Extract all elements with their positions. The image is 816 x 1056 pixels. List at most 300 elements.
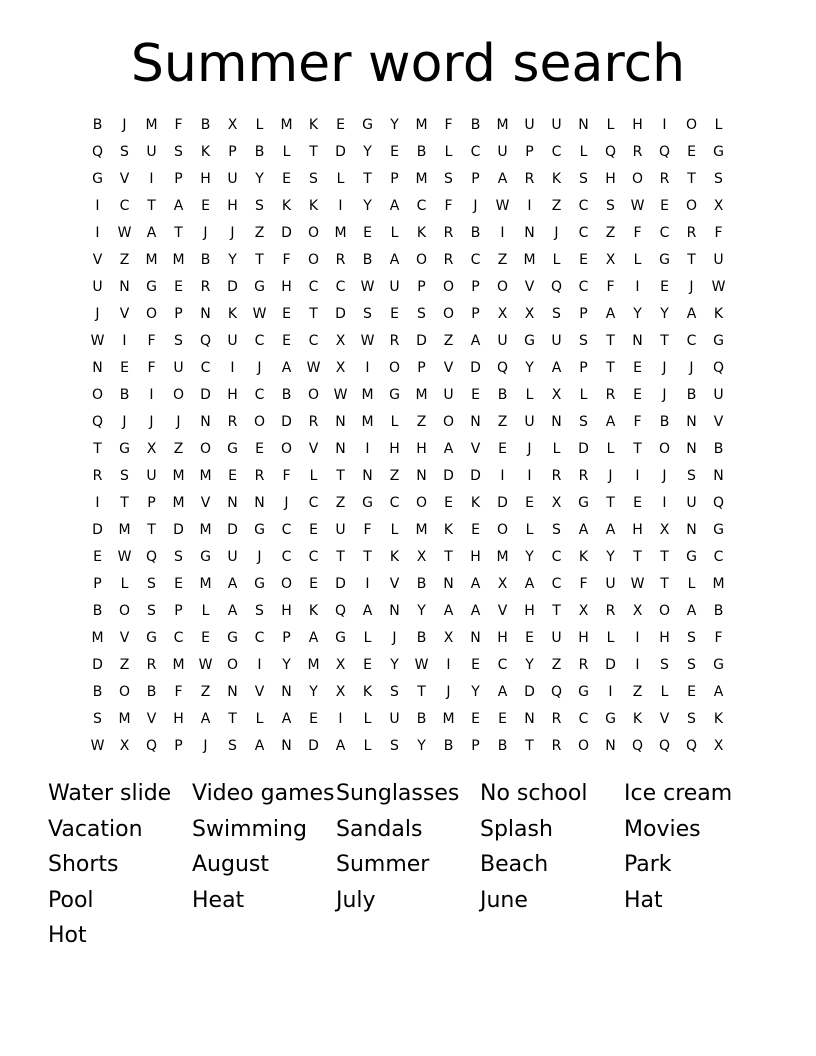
grid-letter[interactable]: S [687,468,696,484]
grid-letter[interactable]: S [714,171,723,187]
grid-letter[interactable]: S [174,333,183,349]
grid-letter[interactable]: J [95,306,100,322]
grid-letter[interactable]: C [308,549,319,565]
grid-letter[interactable]: A [443,603,454,619]
grid-letter[interactable]: Q [712,360,725,376]
grid-letter[interactable]: K [308,117,319,133]
grid-letter[interactable]: W [630,576,645,592]
grid-letter[interactable]: Y [471,684,480,700]
grid-letter[interactable]: P [390,171,399,187]
grid-letter[interactable]: C [254,333,265,349]
grid-letter[interactable]: P [174,306,183,322]
grid-letter[interactable]: P [471,738,480,754]
grid-letter[interactable]: K [362,684,373,700]
grid-letter[interactable]: Q [712,495,725,511]
grid-letter[interactable]: W [90,738,105,754]
grid-letter[interactable]: S [147,603,156,619]
grid-letter[interactable]: E [363,657,372,673]
grid-letter[interactable]: G [713,333,724,349]
grid-letter[interactable]: N [686,414,697,430]
grid-letter[interactable]: I [95,198,100,214]
grid-letter[interactable]: L [552,441,561,457]
grid-letter[interactable]: D [524,684,535,700]
grid-letter[interactable]: D [92,522,103,538]
grid-letter[interactable]: W [117,225,132,241]
grid-letter[interactable]: Q [145,738,158,754]
grid-letter[interactable]: D [443,468,454,484]
grid-letter[interactable]: T [147,198,156,214]
grid-letter[interactable]: D [416,333,427,349]
grid-letter[interactable]: J [203,225,208,241]
grid-letter[interactable]: B [443,738,454,754]
grid-letter[interactable]: V [659,711,670,727]
grid-letter[interactable]: R [659,171,670,187]
grid-letter[interactable]: V [119,171,130,187]
grid-letter[interactable]: C [497,657,508,673]
grid-letter[interactable]: U [335,522,346,538]
grid-letter[interactable]: S [174,144,183,160]
grid-letter[interactable]: L [444,144,453,160]
grid-letter[interactable]: N [227,684,238,700]
grid-letter[interactable]: X [713,198,724,214]
grid-letter[interactable]: R [335,252,346,268]
grid-letter[interactable]: Y [525,549,534,565]
grid-letter[interactable]: H [632,117,643,133]
grid-letter[interactable]: D [335,576,346,592]
grid-letter[interactable]: Q [550,684,563,700]
grid-letter[interactable]: E [471,711,480,727]
grid-letter[interactable]: Q [199,333,212,349]
grid-letter[interactable]: B [92,684,103,700]
grid-letter[interactable]: N [200,414,211,430]
grid-letter[interactable]: U [497,333,508,349]
grid-letter[interactable]: F [147,360,156,376]
grid-letter[interactable]: L [282,144,291,160]
grid-letter[interactable]: R [443,225,454,241]
grid-letter[interactable]: A [605,306,616,322]
grid-letter[interactable]: M [145,117,158,133]
grid-letter[interactable]: N [686,522,697,538]
grid-letter[interactable]: E [309,522,318,538]
grid-letter[interactable]: U [173,360,184,376]
grid-letter[interactable]: U [227,333,238,349]
grid-letter[interactable]: B [146,684,157,700]
grid-letter[interactable]: H [281,603,292,619]
grid-letter[interactable]: T [120,495,129,511]
grid-letter[interactable]: S [552,522,561,538]
grid-letter[interactable]: C [578,225,589,241]
grid-letter[interactable]: Y [525,360,534,376]
grid-letter[interactable]: B [470,225,481,241]
grid-letter[interactable]: J [284,495,289,511]
grid-letter[interactable]: P [174,603,183,619]
grid-letter[interactable]: Q [604,144,617,160]
grid-letter[interactable]: E [282,171,291,187]
grid-letter[interactable]: X [335,684,346,700]
grid-letter[interactable]: U [551,117,562,133]
grid-letter[interactable]: E [525,495,534,511]
grid-letter[interactable]: A [443,441,454,457]
grid-letter[interactable]: S [660,657,669,673]
grid-letter[interactable]: O [442,279,455,295]
grid-letter[interactable]: B [92,117,103,133]
grid-letter[interactable]: E [282,333,291,349]
grid-letter[interactable]: M [172,657,185,673]
grid-letter[interactable]: G [713,522,724,538]
grid-letter[interactable]: Z [551,657,562,673]
grid-letter[interactable]: E [687,684,696,700]
grid-letter[interactable]: M [415,522,428,538]
grid-letter[interactable]: E [471,387,480,403]
grid-letter[interactable]: P [417,360,426,376]
grid-letter[interactable]: U [524,414,535,430]
grid-letter[interactable]: X [605,252,616,268]
grid-letter[interactable]: E [228,468,237,484]
grid-letter[interactable]: P [579,360,588,376]
grid-letter[interactable]: U [389,279,400,295]
grid-letter[interactable]: I [149,387,154,403]
grid-letter[interactable]: T [417,684,426,700]
grid-letter[interactable]: C [281,522,292,538]
grid-letter[interactable]: J [257,360,262,376]
grid-letter[interactable]: F [282,252,291,268]
grid-letter[interactable]: S [228,738,237,754]
grid-letter[interactable]: E [201,198,210,214]
grid-letter[interactable]: P [147,495,156,511]
grid-letter[interactable]: O [442,414,455,430]
grid-letter[interactable]: T [660,549,669,565]
grid-letter[interactable]: T [336,468,345,484]
grid-letter[interactable]: R [605,603,616,619]
grid-letter[interactable]: S [93,711,102,727]
grid-letter[interactable]: O [388,360,401,376]
grid-letter[interactable]: H [659,630,670,646]
grid-letter[interactable]: J [662,360,667,376]
grid-letter[interactable]: C [173,630,184,646]
grid-letter[interactable]: W [495,198,510,214]
grid-letter[interactable]: M [334,225,347,241]
grid-letter[interactable]: L [201,603,210,619]
grid-letter[interactable]: M [118,522,131,538]
grid-letter[interactable]: D [227,522,238,538]
grid-letter[interactable]: Z [389,468,400,484]
grid-letter[interactable]: R [92,468,103,484]
grid-letter[interactable]: A [605,522,616,538]
grid-letter[interactable]: L [579,144,588,160]
grid-letter[interactable]: E [687,144,696,160]
grid-letter[interactable]: B [416,630,427,646]
grid-letter[interactable]: T [687,171,696,187]
grid-letter[interactable]: S [687,657,696,673]
grid-letter[interactable]: O [658,441,671,457]
grid-letter[interactable]: M [199,522,212,538]
grid-letter[interactable]: E [390,144,399,160]
grid-letter[interactable]: G [389,387,400,403]
grid-letter[interactable]: D [281,414,292,430]
grid-letter[interactable]: A [200,711,211,727]
grid-letter[interactable]: B [470,117,481,133]
grid-letter[interactable]: Y [363,144,372,160]
grid-letter[interactable]: H [524,603,535,619]
grid-letter[interactable]: T [363,549,372,565]
grid-letter[interactable]: M [415,387,428,403]
grid-letter[interactable]: F [633,414,642,430]
grid-letter[interactable]: O [685,198,698,214]
grid-letter[interactable]: E [309,711,318,727]
grid-letter[interactable]: V [497,603,508,619]
grid-letter[interactable]: H [227,198,238,214]
grid-letter[interactable]: Q [496,360,509,376]
grid-letter[interactable]: O [415,495,428,511]
grid-letter[interactable]: C [551,144,562,160]
grid-letter[interactable]: J [473,198,478,214]
grid-letter[interactable]: G [362,495,373,511]
grid-letter[interactable]: R [200,279,211,295]
grid-letter[interactable]: R [443,252,454,268]
grid-letter[interactable]: F [606,279,615,295]
grid-letter[interactable]: G [146,279,157,295]
grid-letter[interactable]: T [228,711,237,727]
grid-letter[interactable]: M [523,252,536,268]
grid-letter[interactable]: H [632,522,643,538]
grid-letter[interactable]: Q [658,144,671,160]
grid-letter[interactable]: V [119,306,130,322]
grid-letter[interactable]: S [579,414,588,430]
grid-letter[interactable]: A [605,414,616,430]
grid-letter[interactable]: X [551,387,562,403]
grid-letter[interactable]: B [416,711,427,727]
grid-letter[interactable]: K [713,306,724,322]
grid-letter[interactable]: G [524,333,535,349]
grid-letter[interactable]: T [552,603,561,619]
grid-letter[interactable]: L [255,117,264,133]
grid-letter[interactable]: S [390,738,399,754]
grid-letter[interactable]: L [336,171,345,187]
grid-letter[interactable]: J [257,549,262,565]
grid-letter[interactable]: D [470,360,481,376]
grid-letter[interactable]: G [713,657,724,673]
grid-letter[interactable]: L [120,576,129,592]
grid-letter[interactable]: C [470,252,481,268]
grid-letter[interactable]: R [524,171,535,187]
grid-letter[interactable]: C [308,279,319,295]
grid-letter[interactable]: M [415,171,428,187]
grid-letter[interactable]: K [632,711,643,727]
grid-letter[interactable]: P [93,576,102,592]
grid-letter[interactable]: X [551,495,562,511]
grid-letter[interactable]: Q [145,549,158,565]
grid-letter[interactable]: B [119,387,130,403]
grid-letter[interactable]: R [686,225,697,241]
grid-letter[interactable]: P [417,279,426,295]
grid-letter[interactable]: Z [497,252,508,268]
grid-letter[interactable]: O [496,279,509,295]
grid-letter[interactable]: S [606,198,615,214]
grid-letter[interactable]: T [633,549,642,565]
grid-letter[interactable]: M [172,468,185,484]
grid-letter[interactable]: D [227,279,238,295]
grid-letter[interactable]: W [711,279,726,295]
grid-letter[interactable]: N [578,117,589,133]
grid-letter[interactable]: I [527,468,532,484]
grid-letter[interactable]: A [362,603,373,619]
grid-letter[interactable]: R [389,333,400,349]
grid-letter[interactable]: M [199,468,212,484]
grid-letter[interactable]: R [605,387,616,403]
grid-letter[interactable]: P [174,171,183,187]
grid-letter[interactable]: E [444,495,453,511]
grid-letter[interactable]: L [525,522,534,538]
grid-letter[interactable]: B [416,144,427,160]
grid-letter[interactable]: R [551,738,562,754]
grid-letter[interactable]: S [120,468,129,484]
grid-letter[interactable]: U [146,144,157,160]
grid-letter[interactable]: R [227,414,238,430]
grid-letter[interactable]: K [551,171,562,187]
grid-letter[interactable]: T [444,549,453,565]
grid-letter[interactable]: Z [200,684,211,700]
grid-letter[interactable]: F [174,117,183,133]
grid-letter[interactable]: I [122,333,127,349]
grid-letter[interactable]: E [201,630,210,646]
grid-letter[interactable]: L [309,468,318,484]
grid-letter[interactable]: I [635,630,640,646]
grid-letter[interactable]: T [660,333,669,349]
grid-letter[interactable]: P [228,144,237,160]
grid-letter[interactable]: Q [685,738,698,754]
grid-letter[interactable]: X [335,657,346,673]
grid-letter[interactable]: T [606,333,615,349]
grid-letter[interactable]: G [92,171,103,187]
grid-letter[interactable]: X [497,576,508,592]
grid-letter[interactable]: X [578,603,589,619]
grid-letter[interactable]: G [227,441,238,457]
grid-letter[interactable]: G [578,684,589,700]
grid-letter[interactable]: A [497,171,508,187]
grid-letter[interactable]: J [662,387,667,403]
grid-letter[interactable]: S [687,711,696,727]
grid-letter[interactable]: A [281,360,292,376]
grid-letter[interactable]: Z [443,333,454,349]
grid-letter[interactable]: W [360,333,375,349]
grid-letter[interactable]: T [336,549,345,565]
grid-letter[interactable]: M [712,576,725,592]
grid-letter[interactable]: Q [91,144,104,160]
grid-letter[interactable]: I [608,684,613,700]
grid-letter[interactable]: G [254,522,265,538]
grid-letter[interactable]: A [227,603,238,619]
grid-letter[interactable]: E [633,495,642,511]
grid-letter[interactable]: T [606,360,615,376]
grid-letter[interactable]: V [92,252,103,268]
grid-letter[interactable]: N [443,576,454,592]
grid-letter[interactable]: N [227,495,238,511]
grid-letter[interactable]: B [497,738,508,754]
grid-letter[interactable]: D [281,225,292,241]
grid-letter[interactable]: K [308,603,319,619]
grid-letter[interactable]: I [500,225,505,241]
grid-letter[interactable]: I [365,576,370,592]
grid-letter[interactable]: T [255,252,264,268]
grid-letter[interactable]: N [605,738,616,754]
grid-letter[interactable]: U [389,711,400,727]
grid-letter[interactable]: J [554,225,559,241]
grid-letter[interactable]: S [120,144,129,160]
grid-letter[interactable]: C [686,333,697,349]
grid-letter[interactable]: F [633,225,642,241]
grid-letter[interactable]: J [608,468,613,484]
grid-letter[interactable]: I [365,441,370,457]
grid-letter[interactable]: V [119,630,130,646]
grid-letter[interactable]: E [660,279,669,295]
grid-letter[interactable]: K [200,144,211,160]
grid-letter[interactable]: G [686,549,697,565]
grid-letter[interactable]: L [660,684,669,700]
grid-letter[interactable]: Y [633,306,642,322]
grid-letter[interactable]: Y [417,738,426,754]
grid-letter[interactable]: J [527,441,532,457]
grid-letter[interactable]: L [714,117,723,133]
grid-letter[interactable]: F [714,630,723,646]
grid-letter[interactable]: J [176,414,181,430]
grid-letter[interactable]: C [551,549,562,565]
grid-letter[interactable]: M [307,657,320,673]
grid-letter[interactable]: B [254,144,265,160]
grid-letter[interactable]: C [659,225,670,241]
grid-letter[interactable]: G [254,279,265,295]
grid-letter[interactable]: E [390,306,399,322]
grid-letter[interactable]: P [471,171,480,187]
grid-letter[interactable]: F [282,468,291,484]
grid-letter[interactable]: I [257,657,262,673]
grid-letter[interactable]: Y [255,171,264,187]
grid-letter[interactable]: C [335,279,346,295]
grid-letter[interactable]: N [470,414,481,430]
grid-letter[interactable]: T [174,225,183,241]
grid-letter[interactable]: N [686,441,697,457]
grid-letter[interactable]: C [119,198,130,214]
grid-letter[interactable]: U [524,117,535,133]
grid-letter[interactable]: J [122,414,127,430]
grid-letter[interactable]: V [470,441,481,457]
grid-letter[interactable]: U [227,171,238,187]
grid-letter[interactable]: F [363,522,372,538]
grid-letter[interactable]: A [308,630,319,646]
grid-letter[interactable]: M [172,252,185,268]
grid-letter[interactable]: A [686,306,697,322]
grid-letter[interactable]: H [605,171,616,187]
grid-letter[interactable]: F [147,333,156,349]
grid-letter[interactable]: A [686,603,697,619]
grid-letter[interactable]: T [93,441,102,457]
grid-letter[interactable]: X [416,549,427,565]
grid-letter[interactable]: U [551,333,562,349]
grid-letter[interactable]: V [443,360,454,376]
grid-letter[interactable]: R [254,468,265,484]
grid-letter[interactable]: N [470,630,481,646]
grid-letter[interactable]: S [444,171,453,187]
grid-letter[interactable]: T [147,522,156,538]
grid-letter[interactable]: S [174,549,183,565]
grid-letter[interactable]: O [307,225,320,241]
grid-letter[interactable]: C [254,387,265,403]
grid-letter[interactable]: R [308,414,319,430]
grid-letter[interactable]: Y [390,657,399,673]
grid-letter[interactable]: A [713,684,724,700]
grid-letter[interactable]: T [309,144,318,160]
grid-letter[interactable]: G [335,630,346,646]
grid-letter[interactable]: J [446,684,451,700]
